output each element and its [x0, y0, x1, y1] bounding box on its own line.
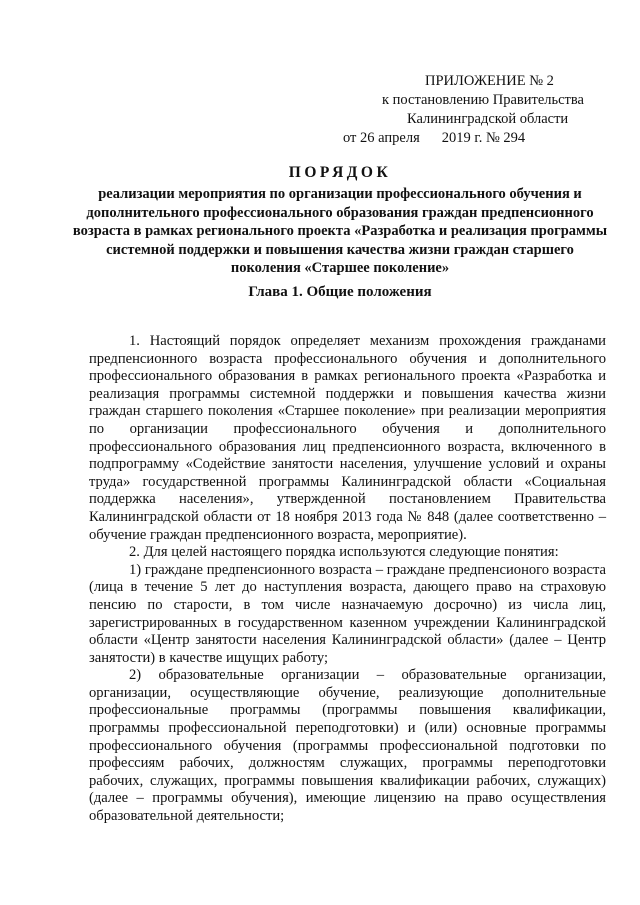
appendix-number: ПРИЛОЖЕНИЕ № 2	[425, 73, 554, 89]
chapter-heading: Глава 1. Общие положения	[248, 284, 432, 300]
appendix-region: Калининградской области	[407, 111, 569, 127]
appendix-date-day-month: 26 апреля	[360, 130, 420, 146]
paragraph-1: 1. Настоящий порядок определяет механизм прохождения гражданами предпенсионного возраста профессионального обучения и дополнительного профессионального образования в рамках регионального проекта «Разработка и реализация программы системной поддержки и повышения качества жизни граждан старшего поколения «Старшее поколение» при реализации мероприятия по организации профессионального обучения и дополнительного профессионального образования лиц предпенсионного возраста, включенного в подпрограмму «Содействие занятости населения, улучшение условий и охраны труда» государственной программы Калининградской области «Социальная поддержка населения», утвержденной постановлением Правительства Калининградской области от 18 ноября 2013 года № 848 (далее соответственно – обучение граждан предпенсионного возраста, мероприятие).	[89, 333, 606, 543]
document-body	[89, 333, 606, 826]
document-title: ПОРЯДОК	[288, 164, 392, 181]
appendix-resolution-ref: к постановлению Правительства	[382, 92, 584, 108]
appendix-header	[330, 72, 630, 148]
appendix-date	[330, 129, 630, 148]
document-title-block	[70, 163, 610, 278]
paragraph-2-item-1: 1) граждане предпенсионного возраста – граждане предпенсионого возраста (лица в течение 5 лет до наступления возраста, дающего право на страховую пенсию по старости, в том числе назначаемую досрочно) из числа лиц, зарегистрированных в государственном казенном учреждении Калининградской области «Центр занятости населения Калининградской области» (далее – Центр занятости) в качестве ищущих работу;	[89, 561, 606, 666]
appendix-date-year: 2019 г. № 294	[441, 130, 526, 146]
appendix-date-prefix: от	[343, 130, 357, 146]
document-subtitle: реализации мероприятия по организации профессионального обучения и дополнительного профессионального образования граждан предпенсионного возраста в рамках регионального проекта «Разработка и реализация программы системной поддержки и повышения качества жизни граждан старшего поколения «Старшее поколение»	[72, 186, 608, 276]
paragraph-2-item-2: 2) образовательные организации – образовательные организации, организации, осуществляющие обучение, реализующие дополнительные профессиональные программы (программы повышения квалификации, программы профессиональной переподготовки) и (или) основные программы профессионального обучения (программы профессиональной подготовки по профессиям рабочих, должностям служащих, программы переподготовки рабочих, служащих, программы повышения квалификации рабочих, служащих) (далее – программы обучения), имеющие лицензию на право осуществления образовательной деятельности;	[89, 667, 606, 825]
paragraph-2: 2. Для целей настоящего порядка используются следующие понятия:	[129, 544, 559, 561]
